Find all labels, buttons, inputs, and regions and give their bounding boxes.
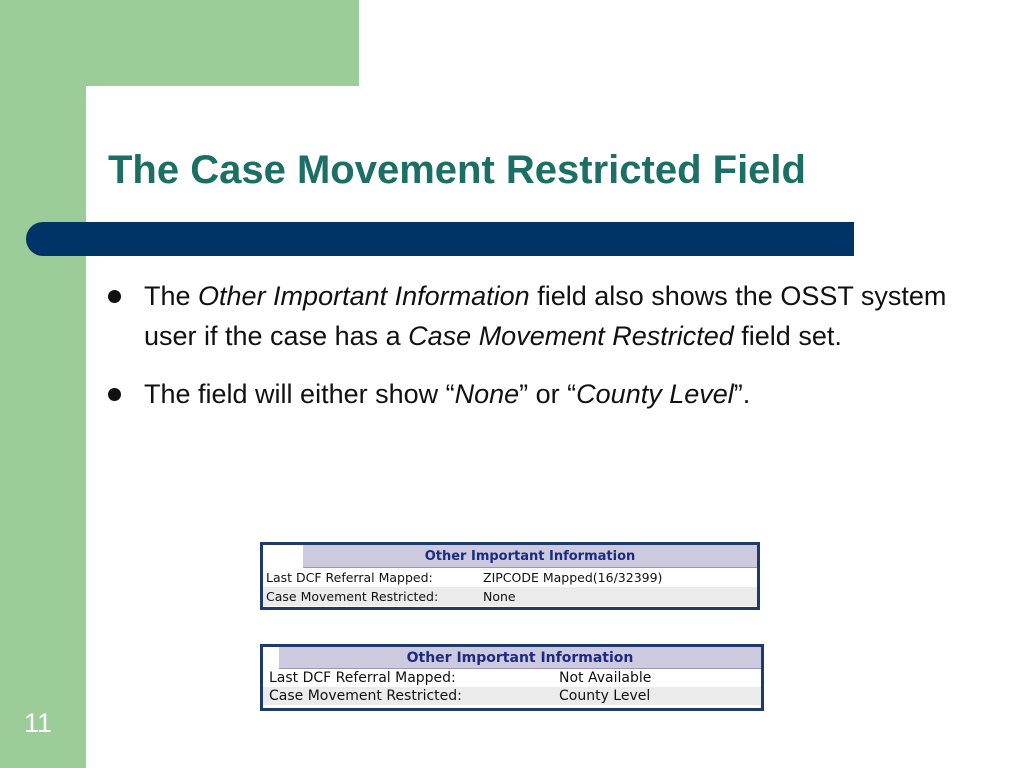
row-label: Last DCF Referral Mapped:: [269, 670, 456, 686]
bullet-text: field also shows the OSST system user if the case has a: [144, 281, 947, 351]
row-value: County Level: [559, 688, 651, 704]
bullet-text: The field will either show “: [144, 379, 455, 409]
bullet-list: [104, 276, 964, 432]
background-left-band: [0, 0, 86, 768]
info-table-header: Other Important Information: [279, 647, 761, 669]
table-row: [263, 669, 761, 687]
table-row: [263, 568, 757, 587]
bullet-emphasis: Case Movement Restricted: [408, 321, 734, 351]
bullet-item: [104, 374, 964, 414]
slide-title: The Case Movement Restricted Field: [108, 148, 806, 192]
row-value: ZIPCODE Mapped(16/32399): [483, 570, 663, 585]
bullet-dot-icon: [108, 388, 121, 401]
bullet-emphasis: None: [454, 379, 520, 409]
title-underline-bar: [26, 222, 854, 256]
table-row: [263, 687, 761, 705]
row-label: Case Movement Restricted:: [266, 589, 439, 604]
bullet-text: The: [144, 281, 199, 311]
slide-number: 11: [24, 708, 53, 738]
row-value: None: [483, 589, 516, 604]
table-row: [263, 587, 757, 606]
bullet-emphasis: County Level: [576, 379, 734, 409]
bullet-text: ” or “: [519, 379, 577, 409]
info-table-county-level: [260, 644, 764, 711]
bullet-text: field set.: [733, 321, 842, 351]
row-label: Case Movement Restricted:: [269, 688, 462, 704]
bullet-item: [104, 276, 964, 356]
background-corner-curve: [86, 86, 146, 146]
row-label: Last DCF Referral Mapped:: [266, 570, 433, 585]
bullet-text: ”.: [733, 379, 751, 409]
row-value: Not Available: [559, 670, 652, 686]
background-top-block: [0, 0, 359, 86]
info-table-none: [260, 542, 760, 610]
bullet-emphasis: Other Important Information: [198, 281, 530, 311]
bullet-dot-icon: [108, 290, 121, 303]
info-table-header: Other Important Information: [303, 545, 757, 568]
